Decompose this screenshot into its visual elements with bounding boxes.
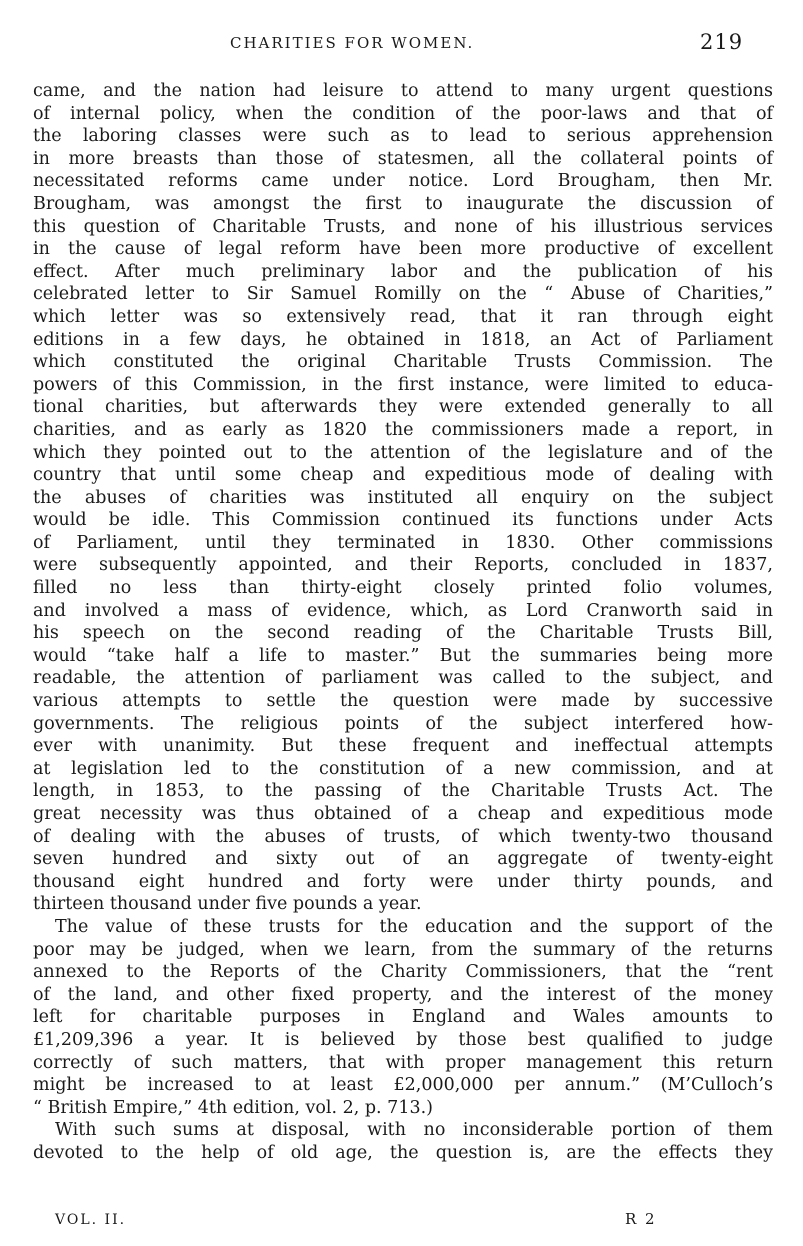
volume-signature: VOL. II. bbox=[55, 1212, 127, 1228]
text-line: would be idle. This Commission continued its functions under Acts bbox=[33, 510, 773, 531]
text-line: powers of this Commission, in the first instance, were limited to educa- bbox=[33, 374, 773, 395]
text-line: this question of Charitable Trusts, and none of his illustrious services bbox=[33, 216, 773, 237]
text-line: his speech on the second reading of the Charitable Trusts Bill, bbox=[33, 623, 773, 644]
text-line: which they pointed out to the attention of the legislature and of the bbox=[33, 442, 773, 463]
text-line: the laboring classes were such as to lead to serious apprehension bbox=[33, 126, 773, 147]
text-line: celebrated letter to Sir Samuel Romilly on the “ Abuse of Charities,” bbox=[33, 284, 773, 305]
text-line: left for charitable purposes in England and Wales amounts to bbox=[33, 1007, 773, 1028]
text-line: came, and the nation had leisure to attend to many urgent questions bbox=[33, 81, 773, 101]
text-line: thirteen thousand under five pounds a year. bbox=[33, 894, 422, 915]
text-line: various attempts to settle the question were made by successive bbox=[33, 691, 773, 712]
text-line: in the cause of legal reform have been more productive of excellent bbox=[33, 239, 773, 260]
text-line: at legislation led to the constitution of a new commission, and at bbox=[33, 758, 773, 779]
text-line: necessitated reforms came under notice. Lord Brougham, then Mr. bbox=[33, 171, 773, 192]
text-line: and involved a mass of evidence, which, as Lord Cranworth said in bbox=[33, 600, 773, 621]
text-line: the abuses of charities was instituted all enquiry on the subject bbox=[33, 487, 773, 508]
text-line: Brougham, was amongst the first to inaugurate the discussion of bbox=[33, 193, 773, 214]
text-line: With such sums at disposal, with no inconsiderable portion of them bbox=[55, 1120, 773, 1141]
text-line: devoted to the help of old age, the question is, are the effects they bbox=[33, 1142, 773, 1163]
page-number: 219 bbox=[700, 30, 744, 54]
text-line: readable, the attention of parliament was called to the subject, and bbox=[33, 668, 773, 689]
text-line: were subsequently appointed, and their Reports, concluded in 1837, bbox=[33, 555, 773, 576]
printer-signature: R 2 bbox=[625, 1210, 657, 1228]
text-line: would “take half a life to master.” But the summaries being more bbox=[33, 645, 773, 666]
text-line: correctly of such matters, that with proper management this return bbox=[33, 1052, 773, 1073]
text-line: governments. The religious points of the subject interfered how- bbox=[33, 713, 773, 734]
body-text bbox=[33, 80, 773, 1165]
text-line: tional charities, but afterwards they were extended generally to all bbox=[33, 397, 773, 418]
text-line: which letter was so extensively read, that it ran through eight bbox=[33, 306, 773, 327]
text-line: in more breasts than those of statesmen, all the collateral points of bbox=[33, 148, 773, 169]
text-line: country that until some cheap and expeditious mode of dealing with bbox=[33, 465, 773, 486]
text-line: “ British Empire,” 4th edition, vol. 2, p. 713.) bbox=[33, 1097, 433, 1118]
text-line: of Parliament, until they terminated in 1830. Other commissions bbox=[33, 532, 773, 553]
text-line: which constituted the original Charitable Trusts Commission. The bbox=[33, 352, 773, 373]
text-line: length, in 1853, to the passing of the Charitable Trusts Act. The bbox=[33, 781, 773, 802]
text-line: The value of these trusts for the education and the support of the bbox=[55, 916, 773, 937]
text-line: charities, and as early as 1820 the commissioners made a report, in bbox=[33, 419, 773, 440]
text-line: effect. After much preliminary labor and the publication of his bbox=[33, 261, 773, 282]
text-line: of internal policy, when the condition of the poor-laws and that of bbox=[33, 103, 773, 124]
text-line: poor may be judged, when we learn, from the summary of the returns bbox=[33, 939, 773, 960]
text-line: might be increased to at least £2,000,000 per annum.” (M’Culloch’s bbox=[33, 1075, 773, 1096]
text-line: great necessity was thus obtained of a cheap and expeditious mode bbox=[33, 804, 773, 824]
text-line: of the land, and other fixed property, and the interest of the money bbox=[33, 984, 773, 1005]
running-head: CHARITIES FOR WOMEN. bbox=[230, 34, 475, 52]
text-line: ever with unanimity. But these frequent and ineffectual attempts bbox=[33, 736, 773, 757]
text-line: annexed to the Reports of the Charity Commissioners, that the “rent bbox=[33, 962, 773, 983]
text-line: of dealing with the abuses of trusts, of which twenty-two thousand bbox=[33, 826, 773, 847]
text-line: seven hundred and sixty out of an aggregate of twenty-eight bbox=[33, 849, 773, 870]
text-line: £1,209,396 a year. It is believed by those best qualified to judge bbox=[33, 1029, 773, 1050]
text-line: thousand eight hundred and forty were under thirty pounds, and bbox=[33, 871, 773, 892]
text-line: filled no less than thirty-eight closely printed folio volumes, bbox=[33, 578, 773, 599]
text-line: editions in a few days, he obtained in 1818, an Act of Parliament bbox=[33, 329, 773, 350]
